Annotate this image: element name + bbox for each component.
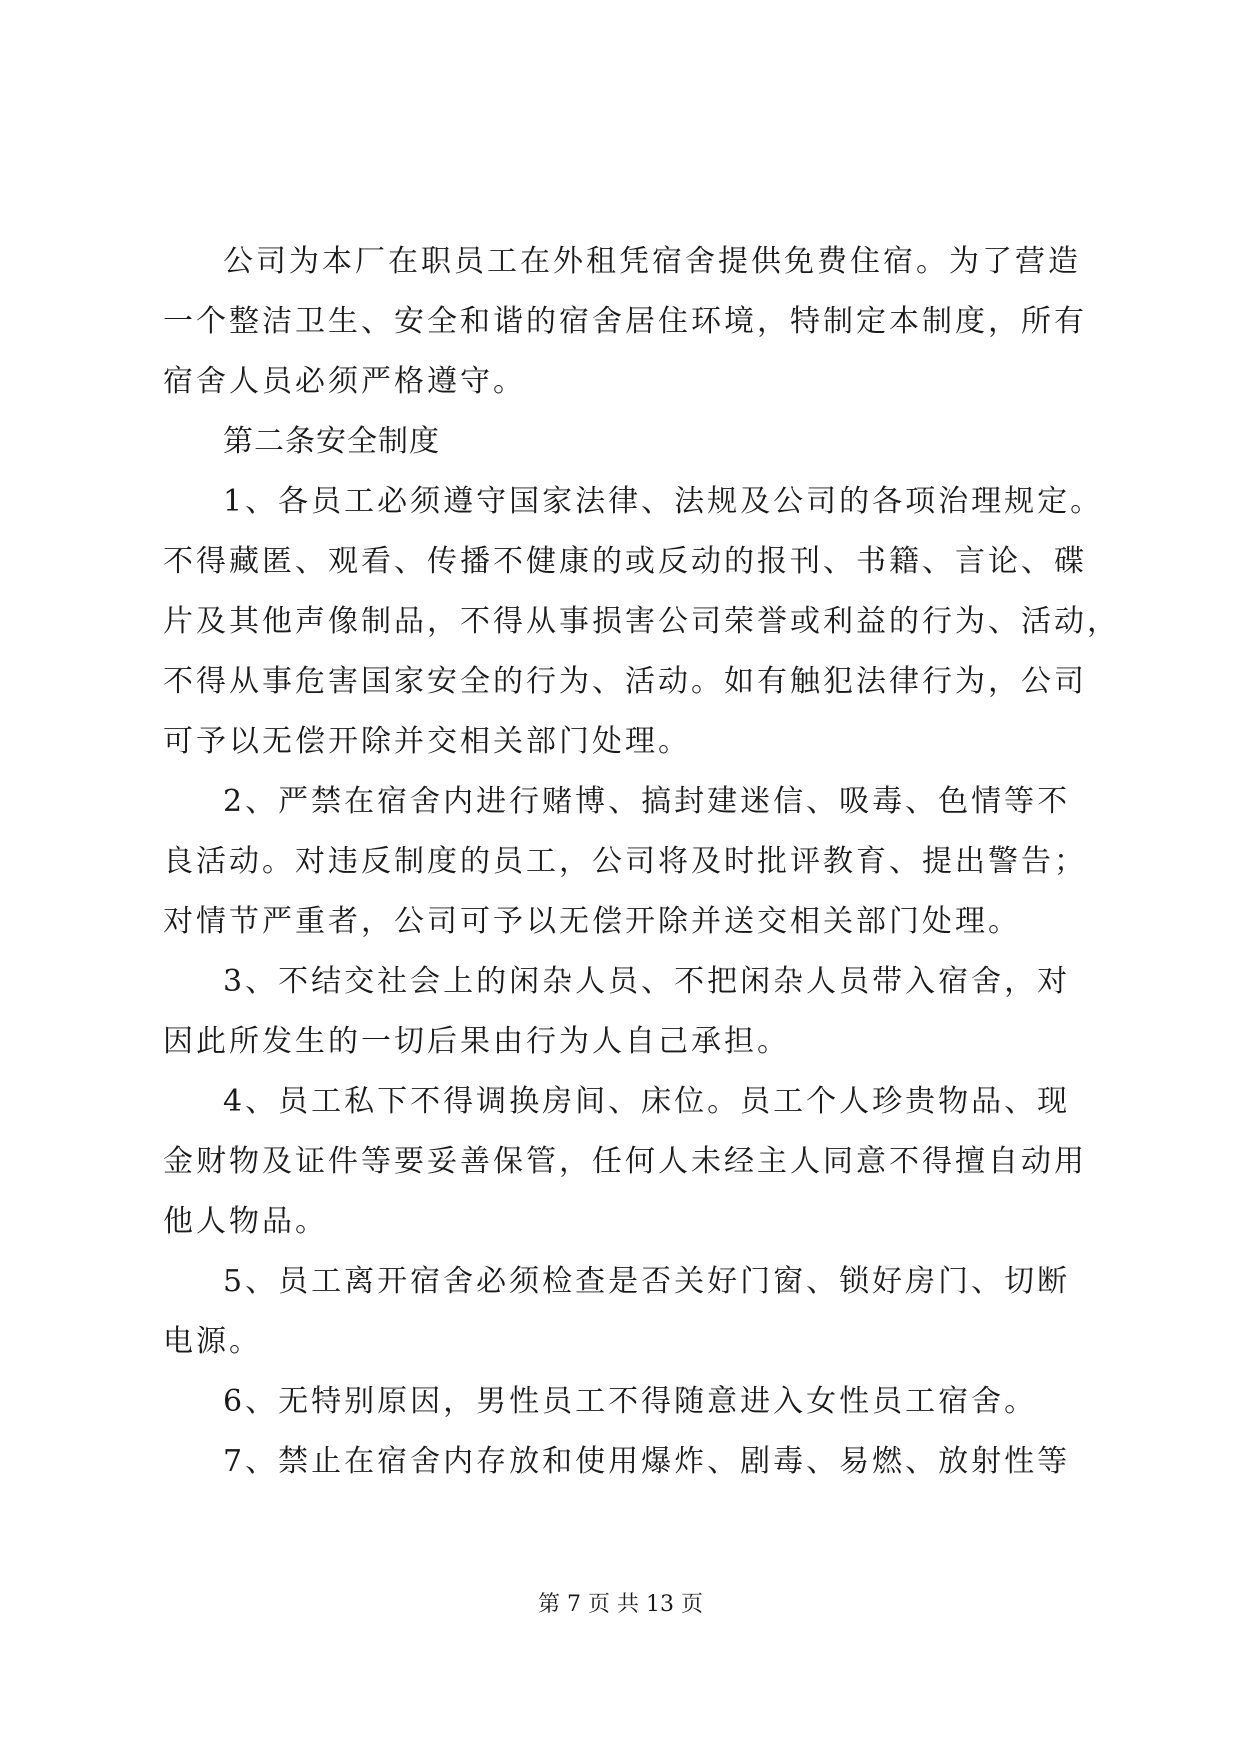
paragraph [163, 1372, 1081, 1432]
paragraph [163, 952, 1081, 1072]
text-line: 2、严禁在宿舍内进行赌博、搞封建迷信、吸毒、色情等不 [223, 784, 1071, 819]
document-body [163, 232, 1120, 1492]
text-line: 公司为本厂在职员工在外租凭宿舍提供免费住宿。为了营造 [223, 244, 1081, 279]
text-line: 不得从事危害国家安全的行为、活动。如有触犯法律行为，公司 [163, 664, 1087, 699]
text-line: 对情节严重者，公司可予以无偿开除并送交相关部门处理。 [163, 904, 1021, 939]
paragraph [163, 1432, 1081, 1492]
text-line: 一个整洁卫生、安全和谐的宿舍居住环境，特制定本制度，所有 [163, 304, 1087, 339]
text-line: 5、员工离开宿舍必须检查是否关好门窗、锁好房门、切断 [223, 1264, 1071, 1299]
paragraph [163, 232, 1087, 412]
text-line: 金财物及证件等要妥善保管，任何人未经主人同意不得擅自动用 [163, 1144, 1087, 1179]
paragraph [163, 1072, 1087, 1252]
text-line: 可予以无偿开除并交相关部门处理。 [163, 724, 691, 759]
section-heading [163, 412, 1081, 472]
text-line: 3、不结交社会上的闲杂人员、不把闲杂人员带入宿舍，对 [223, 964, 1071, 999]
text-line: 片及其他声像制品，不得从事损害公司荣誉或利益的行为、活动， [163, 604, 1120, 639]
text-line: 因此所发生的一切后果由行为人自己承担。 [163, 1024, 790, 1059]
text-line: 宿舍人员必须严格遵守。 [163, 364, 526, 399]
paragraph [163, 1252, 1081, 1372]
text-line: 不得藏匿、观看、传播不健康的或反动的报刊、书籍、言论、碟 [163, 544, 1087, 579]
paragraph [163, 772, 1087, 952]
text-line: 他人物品。 [163, 1204, 328, 1239]
text-line: 电源。 [163, 1324, 262, 1359]
text-line: 1、各员工必须遵守国家法律、法规及公司的各项治理规定。 [223, 484, 1104, 519]
text-line: 6、无特别原因，男性员工不得随意进入女性员工宿舍。 [223, 1384, 1038, 1419]
text-line: 4、员工私下不得调换房间、床位。员工个人珍贵物品、现 [223, 1084, 1071, 1119]
text-line: 良活动。对违反制度的员工，公司将及时批评教育、提出警告； [163, 844, 1087, 879]
paragraph [163, 472, 1120, 772]
text-line: 第二条安全制度 [223, 424, 440, 459]
page-footer: 第 7 页 共 13 页 [538, 1592, 703, 1617]
text-line: 7、禁止在宿舍内存放和使用爆炸、剧毒、易燃、放射性等 [223, 1444, 1071, 1479]
